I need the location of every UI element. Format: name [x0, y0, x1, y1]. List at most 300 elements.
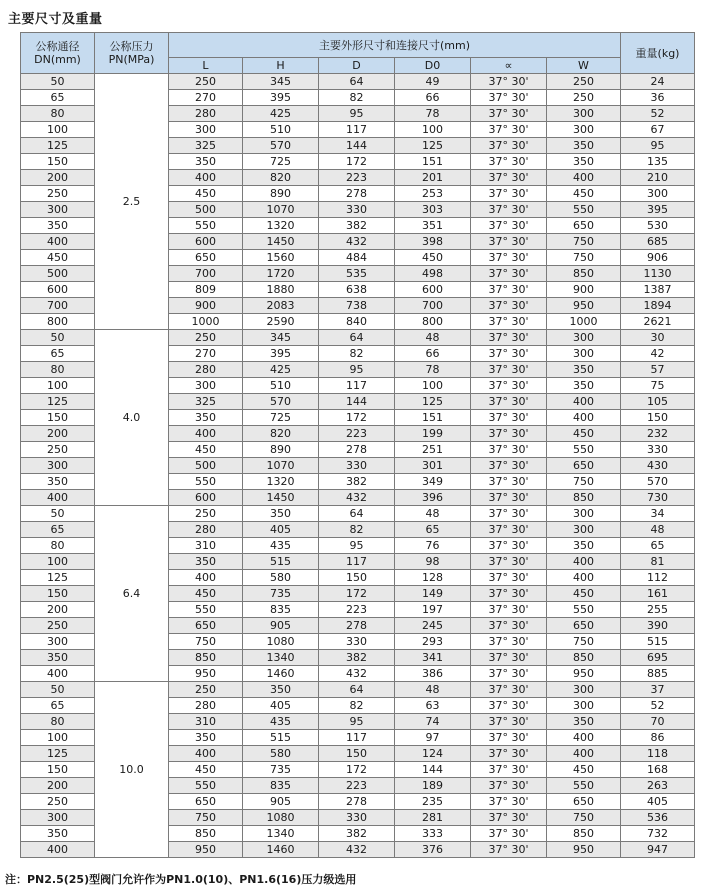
cell-d: 95: [319, 362, 395, 378]
cell-angle: 37° 30': [471, 554, 547, 570]
cell-weight: 255: [621, 602, 695, 618]
cell-weight: 1894: [621, 298, 695, 314]
cell-d: 278: [319, 442, 395, 458]
cell-weight: 390: [621, 618, 695, 634]
cell-d0: 48: [395, 506, 471, 522]
cell-w: 450: [547, 762, 621, 778]
cell-d0: 245: [395, 618, 471, 634]
cell-w: 250: [547, 74, 621, 90]
header-col-d: D: [319, 58, 395, 74]
cell-dn: 50: [21, 682, 95, 698]
cell-dn: 350: [21, 650, 95, 666]
cell-d0: 78: [395, 362, 471, 378]
cell-w: 950: [547, 842, 621, 858]
cell-d: 144: [319, 394, 395, 410]
cell-angle: 37° 30': [471, 346, 547, 362]
cell-h: 570: [243, 394, 319, 410]
cell-weight: 210: [621, 170, 695, 186]
cell-w: 300: [547, 682, 621, 698]
cell-weight: 150: [621, 410, 695, 426]
cell-dn: 125: [21, 138, 95, 154]
dimensions-table: [20, 32, 695, 858]
cell-w: 550: [547, 778, 621, 794]
cell-angle: 37° 30': [471, 730, 547, 746]
cell-dn: 150: [21, 586, 95, 602]
cell-weight: 732: [621, 826, 695, 842]
cell-dn: 200: [21, 170, 95, 186]
cell-l: 310: [169, 714, 243, 730]
cell-d0: 281: [395, 810, 471, 826]
cell-d: 150: [319, 570, 395, 586]
cell-dn: 65: [21, 346, 95, 362]
cell-weight: 685: [621, 234, 695, 250]
cell-weight: 730: [621, 490, 695, 506]
cell-weight: 112: [621, 570, 695, 586]
footnote: 注：PN2.5(25)型阀门允许作为PN1.0(10)、PN1.6(16)压力级选用: [5, 873, 357, 886]
cell-dn: 400: [21, 234, 95, 250]
cell-d: 223: [319, 170, 395, 186]
cell-d: 64: [319, 330, 395, 346]
cell-dn: 350: [21, 474, 95, 490]
cell-angle: 37° 30': [471, 538, 547, 554]
cell-d0: 48: [395, 330, 471, 346]
cell-weight: 105: [621, 394, 695, 410]
cell-w: 300: [547, 122, 621, 138]
cell-h: 890: [243, 442, 319, 458]
cell-l: 700: [169, 266, 243, 282]
cell-d: 150: [319, 746, 395, 762]
cell-l: 950: [169, 842, 243, 858]
cell-d: 382: [319, 826, 395, 842]
cell-d: 223: [319, 602, 395, 618]
cell-pn: 6.4: [95, 506, 169, 682]
cell-l: 850: [169, 826, 243, 842]
cell-dn: 250: [21, 442, 95, 458]
cell-d0: 235: [395, 794, 471, 810]
cell-angle: 37° 30': [471, 842, 547, 858]
cell-angle: 37° 30': [471, 394, 547, 410]
cell-h: 890: [243, 186, 319, 202]
cell-d0: 189: [395, 778, 471, 794]
cell-h: 345: [243, 330, 319, 346]
cell-l: 600: [169, 490, 243, 506]
cell-angle: 37° 30': [471, 650, 547, 666]
cell-d: 117: [319, 554, 395, 570]
cell-l: 350: [169, 154, 243, 170]
cell-l: 310: [169, 538, 243, 554]
cell-angle: 37° 30': [471, 202, 547, 218]
cell-d0: 66: [395, 90, 471, 106]
cell-angle: 37° 30': [471, 106, 547, 122]
cell-w: 850: [547, 650, 621, 666]
cell-angle: 37° 30': [471, 378, 547, 394]
cell-d0: 197: [395, 602, 471, 618]
cell-h: 425: [243, 362, 319, 378]
cell-h: 405: [243, 522, 319, 538]
cell-l: 350: [169, 730, 243, 746]
cell-h: 395: [243, 346, 319, 362]
cell-h: 435: [243, 538, 319, 554]
cell-dn: 350: [21, 218, 95, 234]
cell-l: 650: [169, 794, 243, 810]
cell-d: 64: [319, 74, 395, 90]
cell-dn: 80: [21, 106, 95, 122]
cell-d: 330: [319, 810, 395, 826]
cell-d: 223: [319, 426, 395, 442]
cell-w: 450: [547, 186, 621, 202]
cell-w: 300: [547, 506, 621, 522]
table-row: [21, 74, 695, 90]
cell-h: 515: [243, 554, 319, 570]
cell-h: 515: [243, 730, 319, 746]
cell-l: 250: [169, 506, 243, 522]
cell-w: 900: [547, 282, 621, 298]
cell-d0: 251: [395, 442, 471, 458]
cell-angle: 37° 30': [471, 634, 547, 650]
cell-d0: 600: [395, 282, 471, 298]
cell-angle: 37° 30': [471, 426, 547, 442]
cell-l: 550: [169, 218, 243, 234]
cell-l: 350: [169, 410, 243, 426]
cell-dn: 250: [21, 186, 95, 202]
cell-dn: 65: [21, 698, 95, 714]
cell-w: 650: [547, 458, 621, 474]
cell-d0: 100: [395, 122, 471, 138]
cell-angle: 37° 30': [471, 586, 547, 602]
cell-weight: 48: [621, 522, 695, 538]
header-pn: 公称压力 PN(MPa): [95, 33, 169, 74]
header-col-h: H: [243, 58, 319, 74]
cell-d: 95: [319, 538, 395, 554]
cell-d: 382: [319, 650, 395, 666]
cell-l: 270: [169, 90, 243, 106]
cell-h: 510: [243, 378, 319, 394]
cell-dn: 50: [21, 330, 95, 346]
cell-weight: 161: [621, 586, 695, 602]
cell-d0: 333: [395, 826, 471, 842]
cell-dn: 300: [21, 202, 95, 218]
cell-angle: 37° 30': [471, 698, 547, 714]
cell-weight: 36: [621, 90, 695, 106]
cell-weight: 65: [621, 538, 695, 554]
cell-w: 750: [547, 474, 621, 490]
cell-w: 550: [547, 442, 621, 458]
cell-w: 750: [547, 234, 621, 250]
cell-pn: 4.0: [95, 330, 169, 506]
cell-dn: 450: [21, 250, 95, 266]
cell-d: 278: [319, 186, 395, 202]
cell-l: 809: [169, 282, 243, 298]
cell-d0: 201: [395, 170, 471, 186]
cell-d0: 301: [395, 458, 471, 474]
cell-d: 223: [319, 778, 395, 794]
cell-l: 325: [169, 138, 243, 154]
cell-h: 580: [243, 570, 319, 586]
cell-d0: 398: [395, 234, 471, 250]
cell-d0: 128: [395, 570, 471, 586]
cell-h: 1450: [243, 490, 319, 506]
cell-angle: 37° 30': [471, 570, 547, 586]
cell-angle: 37° 30': [471, 250, 547, 266]
cell-weight: 263: [621, 778, 695, 794]
cell-h: 1450: [243, 234, 319, 250]
cell-weight: 1130: [621, 266, 695, 282]
cell-l: 400: [169, 170, 243, 186]
cell-d0: 498: [395, 266, 471, 282]
cell-weight: 81: [621, 554, 695, 570]
cell-w: 300: [547, 106, 621, 122]
cell-weight: 947: [621, 842, 695, 858]
cell-w: 400: [547, 730, 621, 746]
cell-angle: 37° 30': [471, 762, 547, 778]
cell-angle: 37° 30': [471, 330, 547, 346]
cell-d0: 253: [395, 186, 471, 202]
cell-w: 550: [547, 202, 621, 218]
cell-angle: 37° 30': [471, 90, 547, 106]
cell-d: 172: [319, 762, 395, 778]
cell-d0: 303: [395, 202, 471, 218]
cell-angle: 37° 30': [471, 522, 547, 538]
cell-w: 400: [547, 554, 621, 570]
cell-w: 750: [547, 250, 621, 266]
cell-h: 1080: [243, 810, 319, 826]
cell-dn: 65: [21, 522, 95, 538]
cell-dn: 350: [21, 826, 95, 842]
cell-l: 450: [169, 762, 243, 778]
cell-dn: 100: [21, 554, 95, 570]
cell-w: 950: [547, 666, 621, 682]
cell-h: 735: [243, 762, 319, 778]
cell-angle: 37° 30': [471, 170, 547, 186]
cell-l: 280: [169, 698, 243, 714]
header-col-l: L: [169, 58, 243, 74]
cell-dn: 65: [21, 90, 95, 106]
cell-d: 432: [319, 234, 395, 250]
cell-d: 432: [319, 842, 395, 858]
cell-h: 580: [243, 746, 319, 762]
cell-dn: 125: [21, 746, 95, 762]
header-dn: 公称通径 DN(mm): [21, 33, 95, 74]
cell-l: 400: [169, 746, 243, 762]
cell-l: 300: [169, 122, 243, 138]
cell-d: 117: [319, 122, 395, 138]
cell-w: 950: [547, 298, 621, 314]
cell-l: 500: [169, 458, 243, 474]
cell-d: 840: [319, 314, 395, 330]
cell-w: 650: [547, 618, 621, 634]
table-row: [21, 506, 695, 522]
cell-l: 550: [169, 474, 243, 490]
cell-w: 300: [547, 346, 621, 362]
cell-weight: 2621: [621, 314, 695, 330]
cell-h: 570: [243, 138, 319, 154]
cell-dn: 200: [21, 426, 95, 442]
cell-d: 117: [319, 730, 395, 746]
cell-dn: 400: [21, 666, 95, 682]
cell-d0: 63: [395, 698, 471, 714]
cell-dn: 80: [21, 538, 95, 554]
cell-h: 350: [243, 682, 319, 698]
cell-d0: 97: [395, 730, 471, 746]
cell-dn: 250: [21, 618, 95, 634]
cell-w: 300: [547, 698, 621, 714]
header-col-angle: ∝: [471, 58, 547, 74]
cell-h: 1560: [243, 250, 319, 266]
cell-angle: 37° 30': [471, 186, 547, 202]
cell-d0: 124: [395, 746, 471, 762]
cell-dn: 300: [21, 634, 95, 650]
cell-d: 382: [319, 474, 395, 490]
cell-d: 382: [319, 218, 395, 234]
cell-h: 2083: [243, 298, 319, 314]
cell-dn: 80: [21, 714, 95, 730]
cell-angle: 37° 30': [471, 282, 547, 298]
cell-h: 905: [243, 794, 319, 810]
cell-weight: 330: [621, 442, 695, 458]
cell-d0: 151: [395, 154, 471, 170]
cell-d0: 48: [395, 682, 471, 698]
cell-d0: 74: [395, 714, 471, 730]
cell-h: 1340: [243, 826, 319, 842]
cell-d: 82: [319, 522, 395, 538]
cell-w: 350: [547, 378, 621, 394]
cell-weight: 30: [621, 330, 695, 346]
cell-angle: 37° 30': [471, 410, 547, 426]
cell-weight: 75: [621, 378, 695, 394]
cell-angle: 37° 30': [471, 794, 547, 810]
cell-l: 450: [169, 186, 243, 202]
cell-d: 144: [319, 138, 395, 154]
cell-d: 432: [319, 666, 395, 682]
cell-d0: 151: [395, 410, 471, 426]
cell-d0: 98: [395, 554, 471, 570]
cell-weight: 135: [621, 154, 695, 170]
cell-h: 1340: [243, 650, 319, 666]
cell-l: 280: [169, 362, 243, 378]
cell-d0: 199: [395, 426, 471, 442]
cell-d0: 78: [395, 106, 471, 122]
cell-w: 750: [547, 810, 621, 826]
cell-w: 1000: [547, 314, 621, 330]
cell-d: 82: [319, 90, 395, 106]
cell-d: 638: [319, 282, 395, 298]
cell-dn: 150: [21, 762, 95, 778]
cell-l: 325: [169, 394, 243, 410]
cell-angle: 37° 30': [471, 74, 547, 90]
cell-h: 395: [243, 90, 319, 106]
cell-h: 820: [243, 170, 319, 186]
cell-l: 400: [169, 570, 243, 586]
cell-w: 750: [547, 634, 621, 650]
cell-pn: 2.5: [95, 74, 169, 330]
cell-angle: 37° 30': [471, 602, 547, 618]
cell-w: 400: [547, 746, 621, 762]
cell-h: 1070: [243, 458, 319, 474]
cell-weight: 86: [621, 730, 695, 746]
cell-h: 725: [243, 154, 319, 170]
cell-dn: 100: [21, 730, 95, 746]
cell-w: 350: [547, 714, 621, 730]
cell-d: 330: [319, 202, 395, 218]
cell-angle: 37° 30': [471, 682, 547, 698]
cell-dn: 150: [21, 410, 95, 426]
cell-weight: 67: [621, 122, 695, 138]
cell-d: 278: [319, 618, 395, 634]
cell-h: 1720: [243, 266, 319, 282]
cell-angle: 37° 30': [471, 810, 547, 826]
cell-d0: 800: [395, 314, 471, 330]
cell-d0: 376: [395, 842, 471, 858]
cell-weight: 515: [621, 634, 695, 650]
cell-angle: 37° 30': [471, 714, 547, 730]
cell-l: 650: [169, 618, 243, 634]
cell-weight: 95: [621, 138, 695, 154]
cell-d0: 149: [395, 586, 471, 602]
cell-dn: 300: [21, 810, 95, 826]
cell-d: 330: [319, 634, 395, 650]
cell-l: 550: [169, 778, 243, 794]
cell-w: 350: [547, 138, 621, 154]
cell-d: 172: [319, 410, 395, 426]
cell-d: 82: [319, 346, 395, 362]
cell-angle: 37° 30': [471, 138, 547, 154]
cell-angle: 37° 30': [471, 154, 547, 170]
cell-d: 64: [319, 506, 395, 522]
cell-w: 300: [547, 522, 621, 538]
cell-d0: 125: [395, 394, 471, 410]
cell-d0: 349: [395, 474, 471, 490]
cell-w: 400: [547, 170, 621, 186]
cell-dn: 500: [21, 266, 95, 282]
cell-h: 435: [243, 714, 319, 730]
cell-angle: 37° 30': [471, 458, 547, 474]
cell-d: 330: [319, 458, 395, 474]
cell-h: 1460: [243, 666, 319, 682]
cell-w: 350: [547, 154, 621, 170]
cell-dn: 200: [21, 778, 95, 794]
cell-weight: 536: [621, 810, 695, 826]
cell-d: 484: [319, 250, 395, 266]
cell-l: 350: [169, 554, 243, 570]
cell-dn: 800: [21, 314, 95, 330]
cell-d0: 100: [395, 378, 471, 394]
cell-l: 750: [169, 810, 243, 826]
cell-l: 450: [169, 586, 243, 602]
cell-d0: 386: [395, 666, 471, 682]
cell-h: 1460: [243, 842, 319, 858]
cell-h: 350: [243, 506, 319, 522]
cell-dn: 50: [21, 506, 95, 522]
cell-weight: 24: [621, 74, 695, 90]
cell-l: 400: [169, 426, 243, 442]
table-body: [21, 74, 695, 858]
cell-l: 300: [169, 378, 243, 394]
cell-weight: 885: [621, 666, 695, 682]
cell-d0: 76: [395, 538, 471, 554]
cell-l: 950: [169, 666, 243, 682]
cell-w: 350: [547, 538, 621, 554]
cell-d0: 125: [395, 138, 471, 154]
cell-angle: 37° 30': [471, 746, 547, 762]
cell-h: 405: [243, 698, 319, 714]
cell-l: 550: [169, 602, 243, 618]
cell-angle: 37° 30': [471, 778, 547, 794]
cell-h: 1080: [243, 634, 319, 650]
cell-weight: 300: [621, 186, 695, 202]
cell-h: 820: [243, 426, 319, 442]
cell-d0: 293: [395, 634, 471, 650]
cell-angle: 37° 30': [471, 826, 547, 842]
